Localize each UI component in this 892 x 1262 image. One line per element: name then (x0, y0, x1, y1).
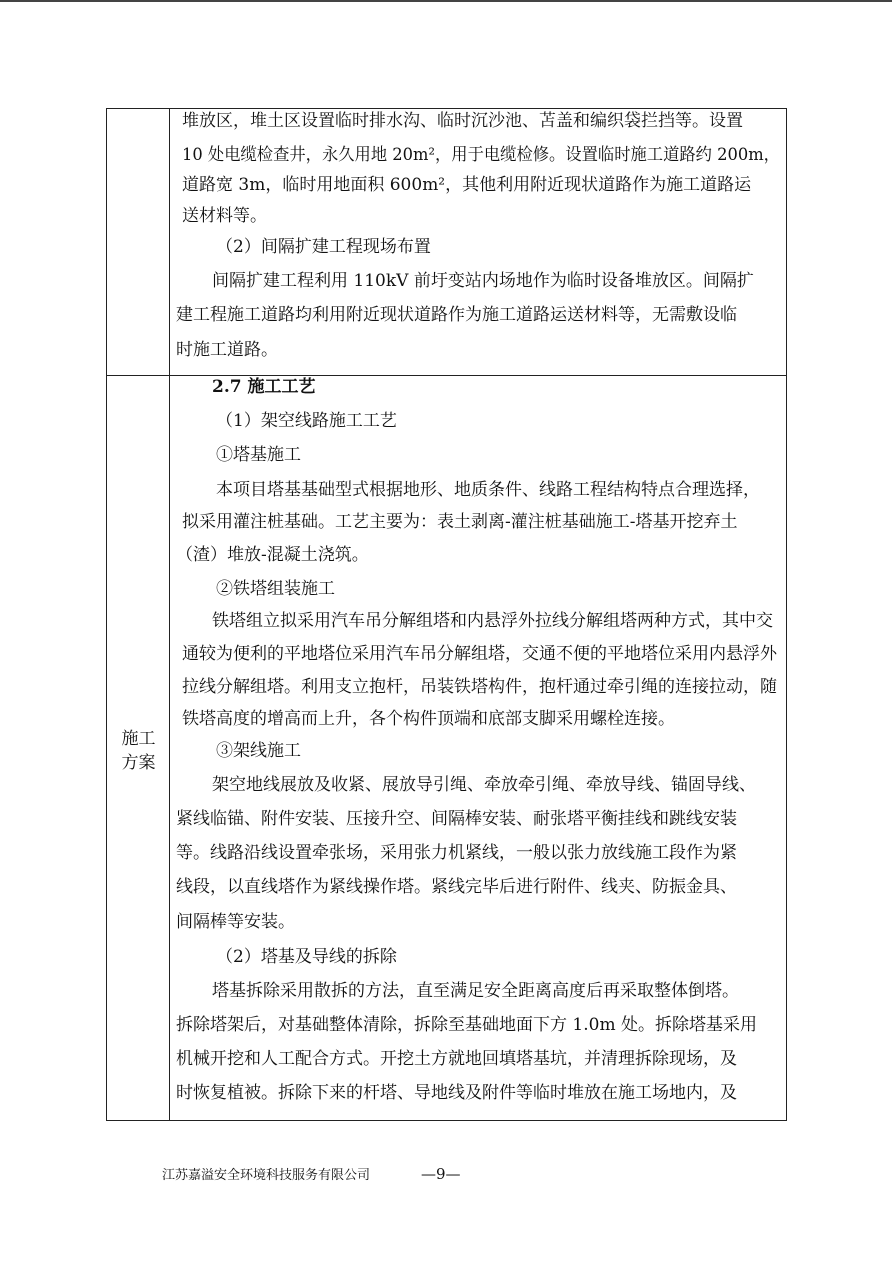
item-heading: ③架线施工 (216, 741, 301, 761)
paragraph-line: 机械开挖和人工配合方式。开挖土方就地回填塔基坑，并清理拆除现场，及 (176, 1049, 737, 1069)
subsection-heading: （2）塔基及导线的拆除 (216, 947, 397, 967)
paragraph-line: 线段，以直线塔作为紧线操作塔。紧线完毕后进行附件、线夹、防振金具、 (176, 877, 737, 897)
footer-company: 江苏嘉溢安全环境科技服务有限公司 (162, 1168, 371, 1183)
table-row-divider (107, 375, 786, 376)
paragraph-line: 塔基拆除采用散拆的方法，直至满足安全距离高度后再采取整体倒塔。 (212, 981, 739, 1001)
paragraph-line: 时恢复植被。拆除下来的杆塔、导地线及附件等临时堆放在施工场地内，及 (176, 1083, 737, 1103)
paragraph-line: 建工程施工道路均利用附近现状道路作为施工道路运送材料等，无需敷设临 (176, 305, 737, 325)
item-heading: ①塔基施工 (216, 445, 301, 465)
section-heading: 2.7 施工工艺 (212, 377, 316, 397)
paragraph-line: 拟采用灌注桩基础。工艺主要为：表土剥离-灌注桩基础施工-塔基开挖弃土 (182, 512, 738, 532)
paragraph-line: 等。线路沿线设置牵张场，采用张力机紧线，一般以张力放线施工段作为紧 (176, 843, 737, 863)
section-label-line-2: 方案 (121, 753, 156, 773)
paragraph-line: 道路宽 3m，临时用地面积 600m²，其他利用附近现状道路作为施工道路运 (182, 175, 752, 195)
paragraph-line: 铁塔组立拟采用汽车吊分解组塔和内悬浮外拉线分解组塔两种方式，其中交 (212, 611, 773, 631)
page-top-rule (0, 0, 892, 2)
page-number: —9— (421, 1165, 461, 1183)
item-heading: ②铁塔组装施工 (216, 579, 335, 599)
paragraph-line: 时施工道路。 (176, 340, 278, 360)
paragraph-line: 通较为便利的平地塔位采用汽车吊分解组塔，交通不便的平地塔位采用内悬浮外 (182, 644, 777, 664)
subsection-heading: （1）架空线路施工工艺 (216, 411, 397, 431)
section-label (107, 727, 170, 775)
paragraph-line: 架空地线展放及收紧、展放导引绳、牵放牵引绳、牵放导线、锚固导线、 (212, 775, 756, 795)
subsection-heading: （2）间隔扩建工程现场布置 (216, 237, 431, 257)
paragraph-line: 间隔扩建工程利用 110kV 前圩变站内场地作为临时设备堆放区。间隔扩 (212, 271, 754, 291)
paragraph-line: 拆除塔架后，对基础整体清除，拆除至基础地面下方 1.0m 处。拆除塔基采用 (176, 1015, 757, 1035)
paragraph-line: 送材料等。 (182, 206, 267, 226)
section-label-line-1: 施工 (121, 729, 156, 749)
table-label-column (107, 109, 170, 1120)
paragraph-line: 拉线分解组塔。利用支立抱杆，吊装铁塔构件，抱杆通过牵引绳的连接拉动，随 (182, 677, 777, 697)
paragraph-line: 间隔棒等安装。 (176, 912, 295, 932)
paragraph-line: 堆放区，堆土区设置临时排水沟、临时沉沙池、苫盖和编织袋拦挡等。设置 (182, 111, 743, 131)
paragraph-line: 10 处电缆检查井，永久用地 20m²，用于电缆检修。设置临时施工道路约 200m， (182, 145, 780, 165)
paragraph-line: 本项目塔基基础型式根据地形、地质条件、线路工程结构特点合理选择， (216, 480, 760, 500)
paragraph-line: 铁塔高度的增高而上升，各个构件顶端和底部支脚采用螺栓连接。 (182, 709, 675, 729)
paragraph-line: 紧线临锚、附件安装、压接升空、间隔棒安装、耐张塔平衡挂线和跳线安装 (176, 809, 737, 829)
paragraph-line: （渣）堆放-混凝土浇筑。 (176, 545, 369, 565)
